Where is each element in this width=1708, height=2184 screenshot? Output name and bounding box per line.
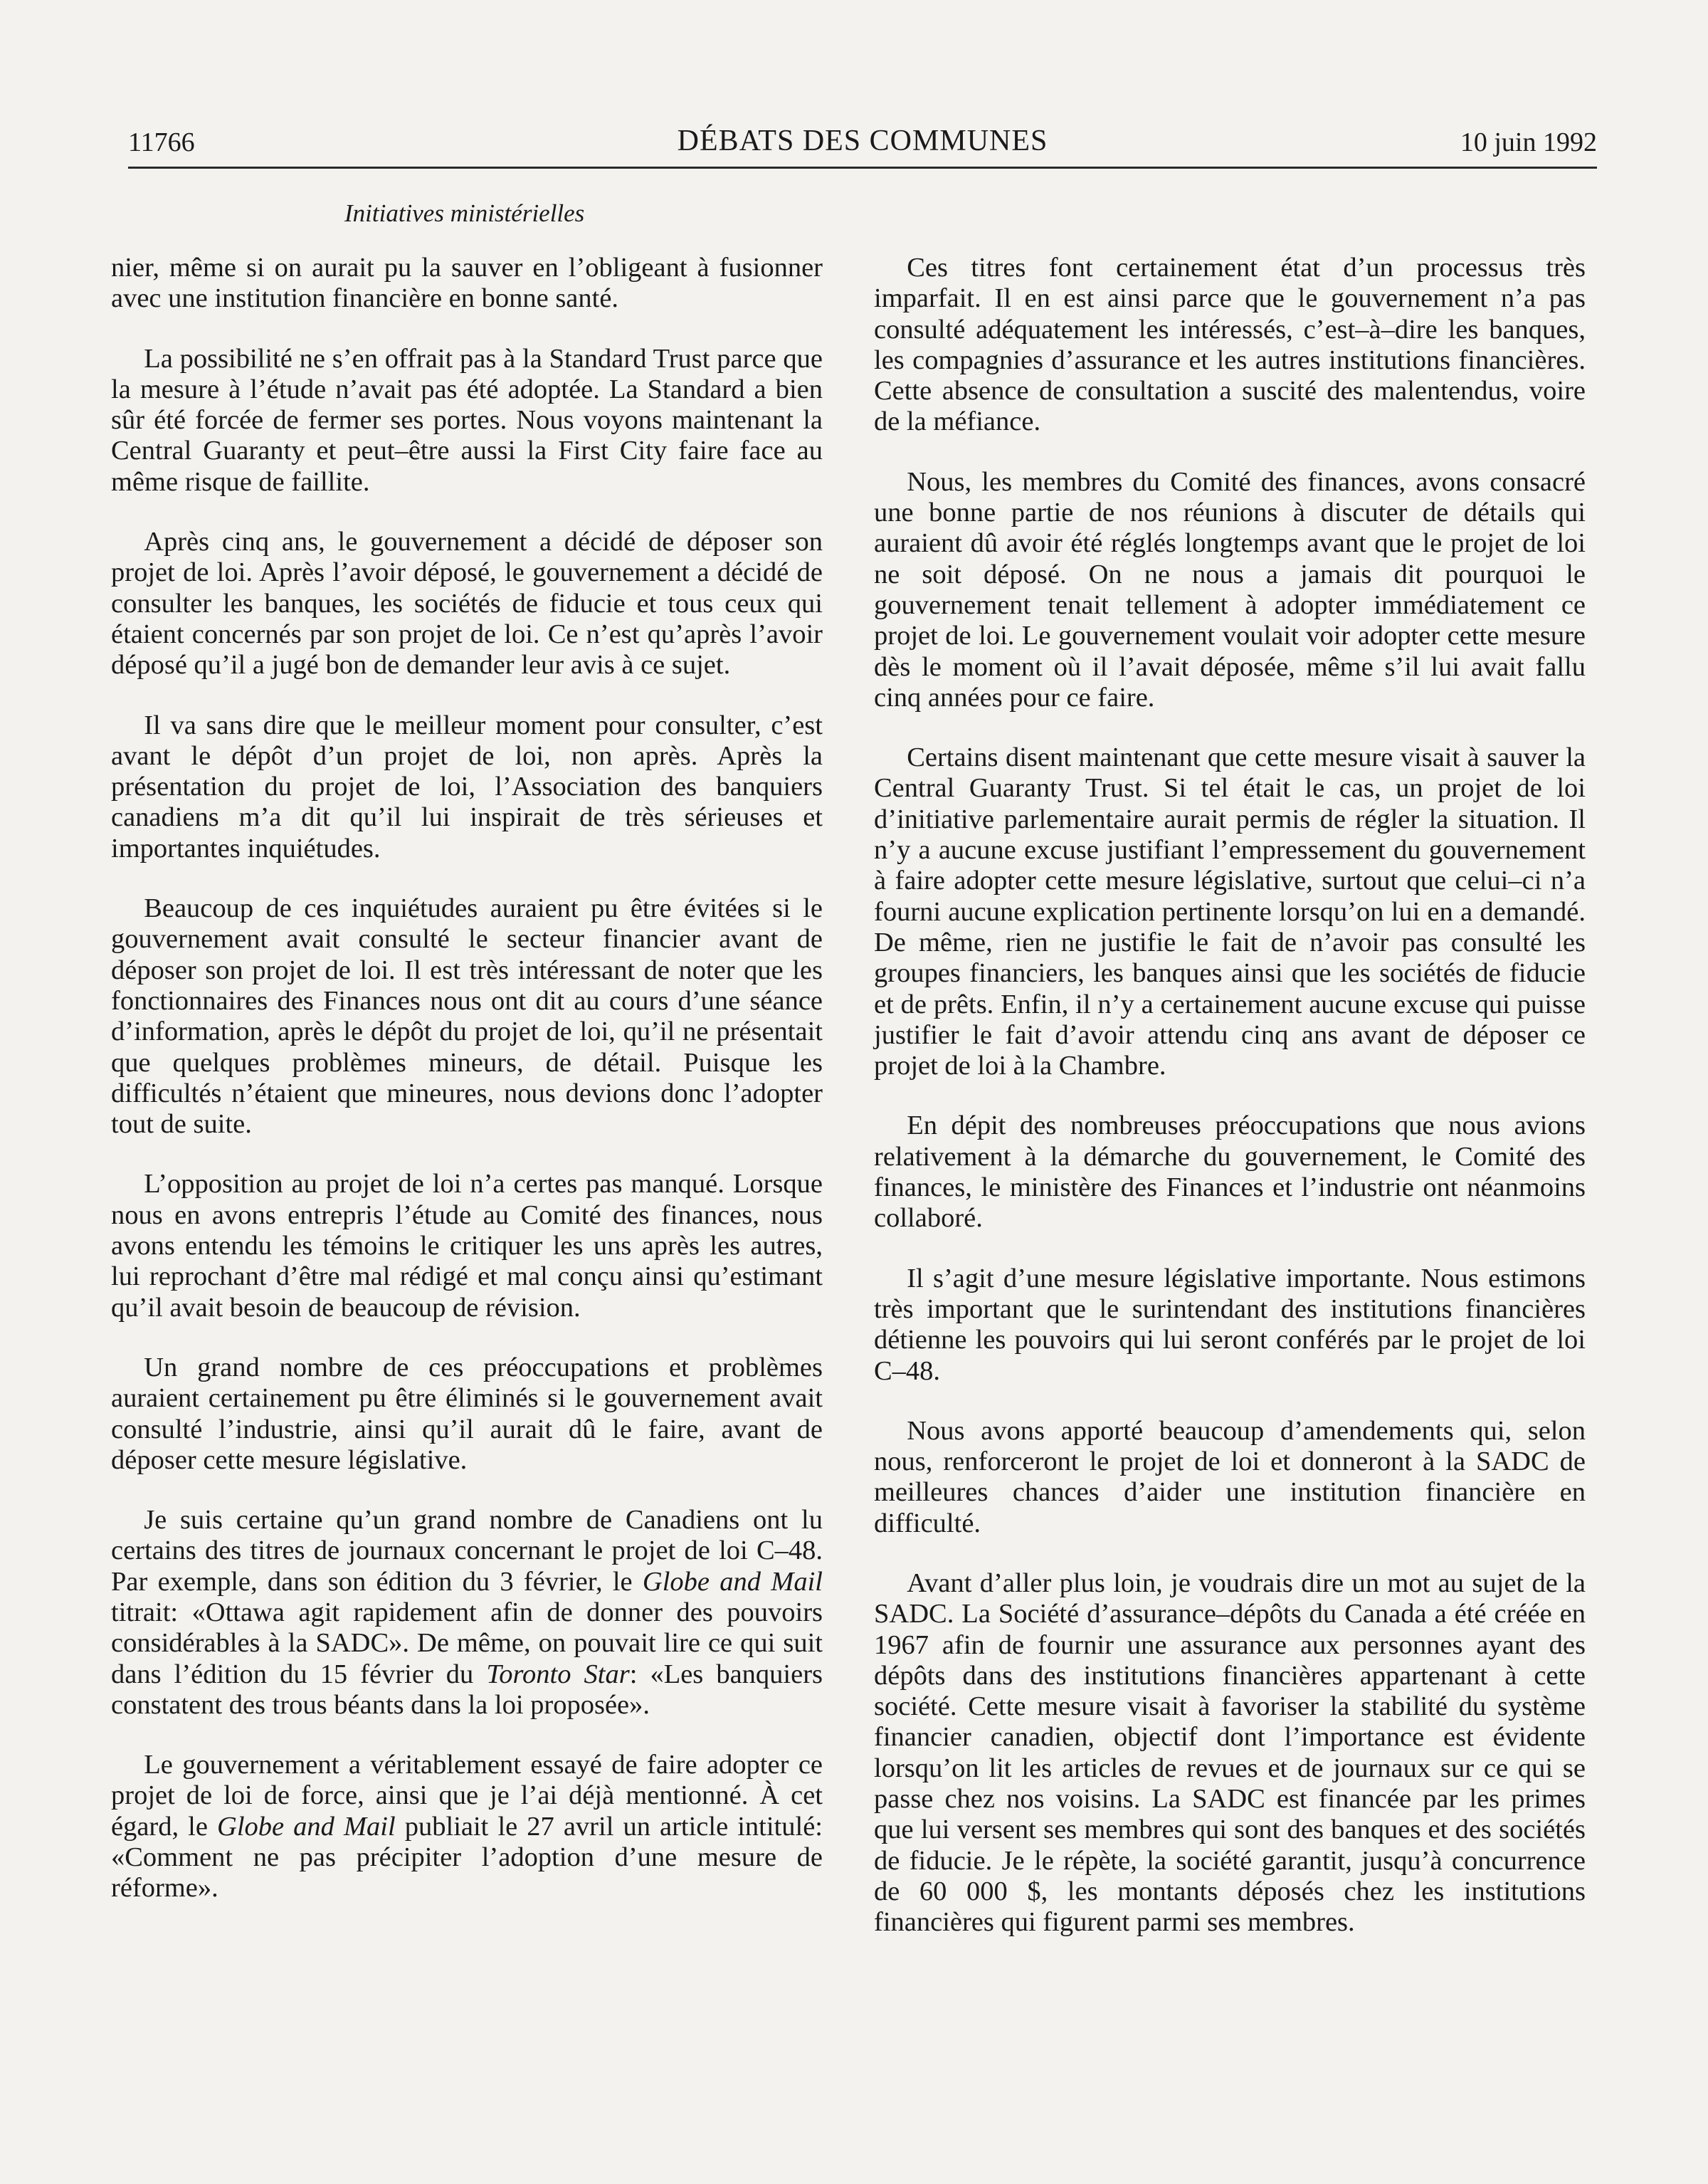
paragraph: Après cinq ans, le gouvernement a décidé de déposer son projet de loi. Après l’avoir déposé, le gouvernement a décidé de consulter les banques, les sociétés de fiducie et tous ceux qui étaient concernés par son projet de loi. Ce n’est qu’après l’avoir déposé qu’il a jugé bon de demander leur avis à ce sujet.: [111, 527, 823, 681]
paragraph: L’opposition au projet de loi n’a certes pas manqué. Lorsque nous en avons entrepris l’étude au Comité des finances, nous avons entendu les témoins le critiquer les uns après les autres, lui reprochant d’être mal rédigé et mal conçu ainsi qu’estimant qu’il avait besoin de beaucoup de révision.: [111, 1169, 823, 1323]
page-number: 11766: [128, 127, 195, 157]
publication-title: DÉBATS DES COMMUNES: [677, 125, 1048, 157]
paragraph: Nous avons apporté beaucoup d’amendements qui, selon nous, renforceront le projet de loi et donneront à la SADC de meilleures chances d’aider une institution financière en difficulté.: [874, 1415, 1586, 1538]
paragraph: Ces titres font certainement état d’un processus très imparfait. Il en est ainsi parce que le gouvernement n’a pas consulté adéquatement les intéressés, c’est–à–dire les banques, les compagnies d’assurance et les autres institutions financières. Cette absence de consultation a suscité des malentendus, voire de la méfiance.: [874, 253, 1586, 437]
paragraph: Beaucoup de ces inquiétudes auraient pu être évitées si le gouvernement avait consulté le secteur financier avant de déposer son projet de loi. Il est très intéressant de noter que les fonctionnaires des Finances nous ont dit au cours d’une séance d’information, après le dépôt du projet de loi, qu’il ne présentait que quelques problèmes mineurs, de détail. Puisque les difficultés n’étaient que mineures, nous devions donc l’adopter tout de suite.: [111, 893, 823, 1140]
paragraph: Un grand nombre de ces préoccupations et problèmes auraient certainement pu être éliminés si le gouvernement avait consulté l’industrie, ainsi qu’il aurait dû le faire, avant de déposer cette mesure législative.: [111, 1352, 823, 1475]
page-header: [128, 124, 1597, 169]
paragraph: La possibilité ne s’en offrait pas à la Standard Trust parce que la mesure à l’étude n’avait pas été adoptée. La Standard a bien sûr été forcée de fermer ses portes. Nous voyons maintenant la Central Guaranty et peut–être aussi la First City faire face au même risque de faillite.: [111, 343, 823, 497]
right-column: [874, 253, 1586, 1938]
paragraph: Le gouvernement a véritablement essayé de faire adopter ce projet de loi de force, ainsi que je l’ai déjà mentionné. À cet égard, le Globe and Mail publiait le 27 avril un article intitulé: «Comment ne pas précipiter l’adoption d’une mesure de réforme».: [111, 1750, 823, 1904]
paragraph: Il va sans dire que le meilleur moment pour consulter, c’est avant le dépôt d’un projet de loi, non après. Après la présentation du projet de loi, l’Association des banquiers canadiens m’a dit qu’il lui inspirait de très sérieuses et importantes inquiétudes.: [111, 710, 823, 863]
paragraph: Avant d’aller plus loin, je voudrais dire un mot au sujet de la SADC. La Société d’assurance–dépôts du Canada a été créée en 1967 afin de fournir une assurance aux personnes ayant des dépôts dans des institutions financières appartenant à cette société. Cette mesure visait à favoriser la stabilité du système financier canadien, objectif dont l’importance est évidente lorsqu’on lit les articles de revues et de journaux sur ce qui se passe chez nos voisins. La SADC est financée par les primes que lui versent ses membres qui sont des banques et des sociétés de fiducie. Je le répète, la société garantit, jusqu’à concurrence de 60 000 $, les montants déposés chez les institutions financières qui figurent parmi ses membres.: [874, 1568, 1586, 1938]
paragraph: En dépit des nombreuses préoccupations que nous avions relativement à la démarche du gouvernement, le Comité des finances, le ministère des Finances et l’industrie ont néanmoins collaboré.: [874, 1111, 1586, 1234]
paragraph: Certains disent maintenant que cette mesure visait à sauver la Central Guaranty Trust. Si tel était le cas, un projet de loi d’initiative parlementaire aurait permis de régler la situation. Il n’y a aucune excuse justifiant l’empressement du gouvernement à faire adopter cette mesure législative, surtout que celui–ci n’a fourni aucune explication pertinente lorsqu’on lui en a demandé. De même, rien ne justifie le fait de n’avoir pas consulté les groupes financiers, les banques ainsi que les sociétés de fiducie et de prêts. Enfin, il n’y a certainement aucune excuse qui puisse justifier le fait d’avoir attendu cinq ans avant de déposer ce projet de loi à la Chambre.: [874, 742, 1586, 1081]
paragraph: Nous, les membres du Comité des finances, avons consacré une bonne partie de nos réunions à discuter de détails qui auraient dû avoir été réglés longtemps avant que le projet de loi ne soit déposé. On ne nous a jamais dit pourquoi le gouvernement tenait tellement à adopter immédiatement ce projet de loi. Le gouvernement voulait voir adopter cette mesure dès le moment où il l’avait déposée, même s’il lui avait fallu cinq années pour ce faire.: [874, 466, 1586, 713]
paragraph: Je suis certaine qu’un grand nombre de Canadiens ont lu certains des titres de journaux concernant le projet de loi C–48. Par exemple, dans son édition du 3 février, le Globe and Mail titrait: «Ottawa agit rapidement afin de donner des pouvoirs considérables à la SADC». De même, on pouvait lire ce qui suit dans l’édition du 15 février du Toronto Star: «Les banquiers constatent des trous béants dans la loi proposée».: [111, 1505, 823, 1720]
paragraph: nier, même si on aurait pu la sauver en l’obligeant à fusionner avec une institution financière en bonne santé.: [111, 253, 823, 314]
left-column: [111, 253, 823, 1904]
publication-date: 10 juin 1992: [1460, 127, 1597, 157]
paragraph: Il s’agit d’une mesure législative importante. Nous estimons très important que le surintendant des institutions financières détienne les pouvoirs qui lui seront conférés par le projet de loi C–48.: [874, 1263, 1586, 1386]
section-label: Initiatives ministérielles: [344, 199, 585, 227]
